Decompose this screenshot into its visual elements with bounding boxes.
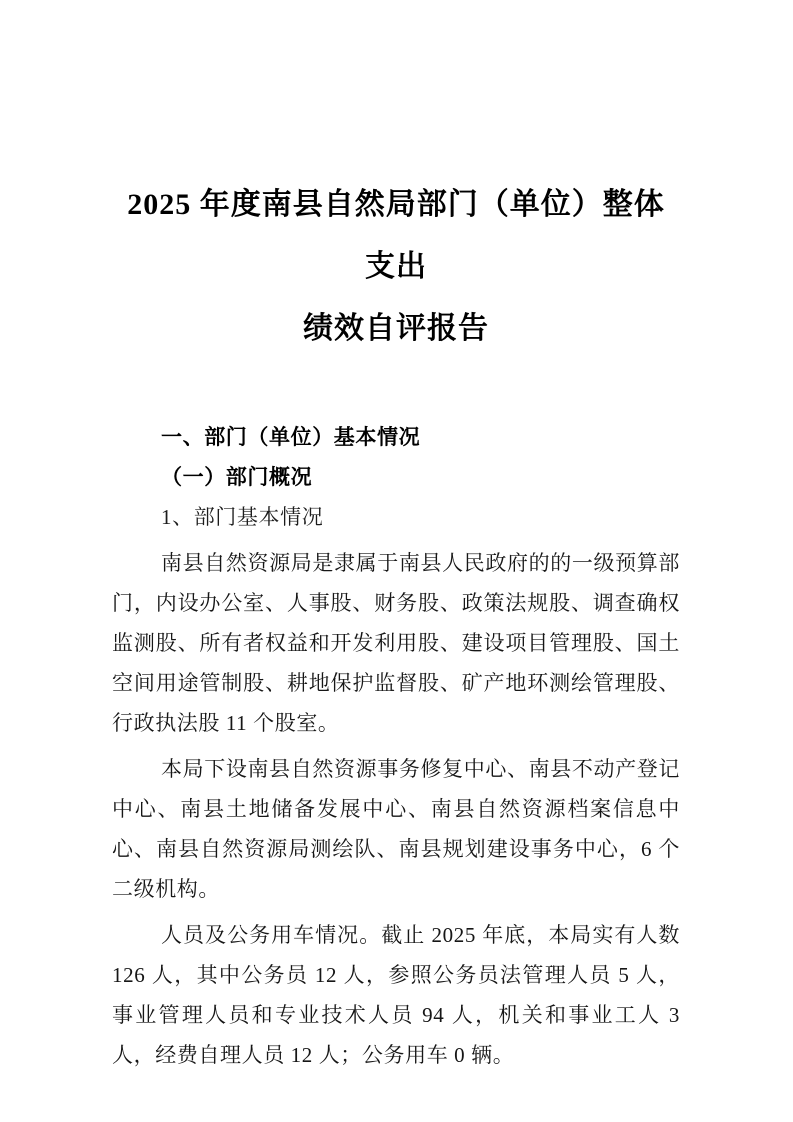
body-paragraph-1: 南县自然资源局是隶属于南县人民政府的的一级预算部门，内设办公室、人事股、财务股、政策法规股、调查确权监测股、所有者权益和开发利用股、建设项目管理股、国土空间用途管制股、耕地保护监督股、矿产地环测绘管理股、行政执法股 11 个股室。 [112, 551, 680, 735]
document-title-line2: 绩效自评报告 [303, 312, 489, 345]
body-paragraph-2: 本局下设南县自然资源事务修复中心、南县不动产登记中心、南县土地储备发展中心、南县自然资源档案信息中心、南县自然资源局测绘队、南县规划建设事务中心，6 个二级机构。 [112, 757, 680, 901]
section-heading-level3: 1、部门基本情况 [161, 505, 324, 529]
section-heading-level2: （一）部门概况 [161, 465, 313, 489]
body-paragraph-3: 人员及公务用车情况。截止 2025 年底，本局实有人数 126 人，其中公务员 12 人，参照公务员法管理人员 5 人，事业管理人员和专业技术人员 94 人，机关和事业工人 3 人，经费自理人员 12 人；公务用车 0 辆。 [112, 923, 680, 1067]
document-body [112, 417, 680, 1075]
document-title [112, 174, 680, 360]
document-title-line1: 2025 年度南县自然局部门（单位）整体支出 [127, 188, 665, 283]
section-heading-level1: 一、部门（单位）基本情况 [161, 425, 421, 449]
